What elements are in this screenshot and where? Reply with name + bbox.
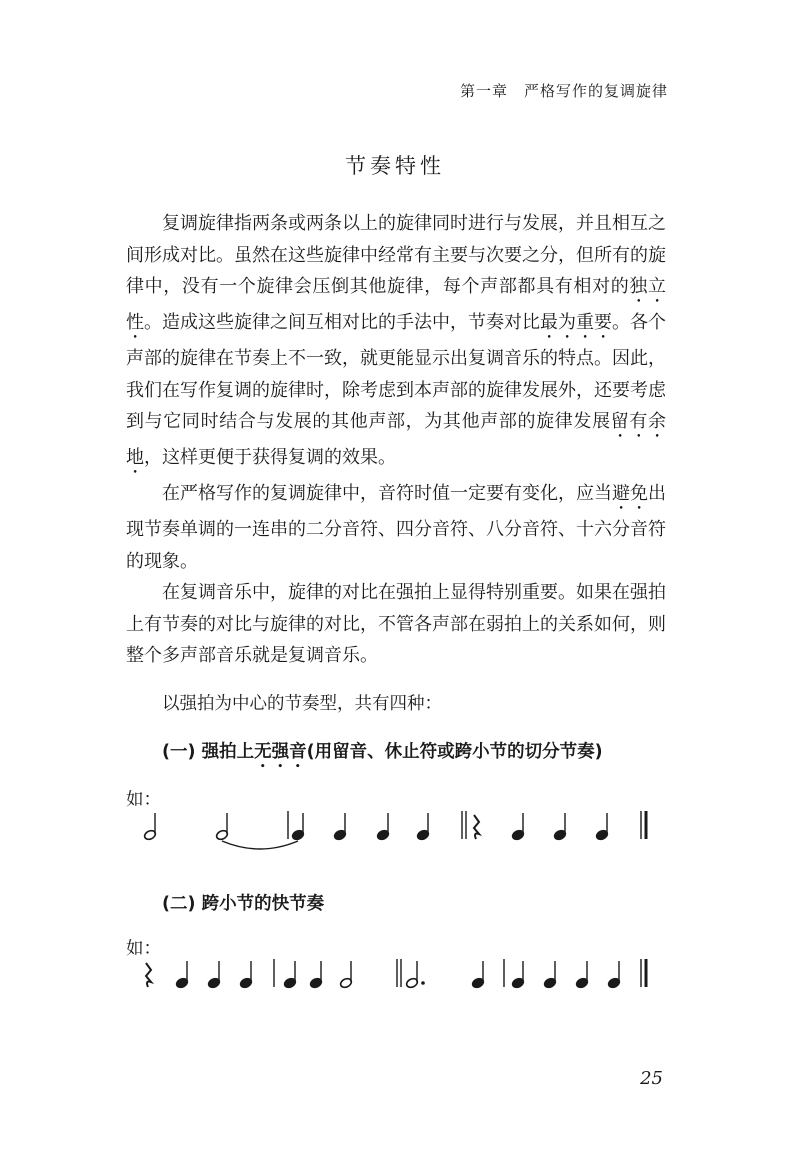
half-note [215, 813, 229, 841]
heading-text: (二) 跨小节的快节奏 [162, 894, 325, 914]
quarter-note [511, 813, 525, 841]
example-label-1: 如： [126, 790, 161, 810]
page-number: 25 [640, 1068, 663, 1089]
quarter-note [376, 813, 390, 841]
dotted-half-note [405, 961, 425, 989]
emphasis-text: 最为重要 [540, 312, 612, 333]
quarter-note [239, 961, 253, 989]
half-note [143, 813, 157, 841]
section-title: 节奏特性 [345, 154, 445, 178]
emphasis-text: 避免 [612, 483, 648, 504]
quarter-note [595, 813, 609, 841]
paragraph-3 [126, 577, 666, 672]
text-segment: 。造成这些旋律之间互相对比的手法中，节奏对比 [144, 312, 540, 333]
quarter-note [511, 961, 525, 989]
tie [222, 841, 298, 849]
subsection-heading-1 [162, 738, 603, 772]
quarter-note [575, 961, 589, 989]
heading-text: (用留音、休止符或跨小节的切分节奏) [306, 742, 603, 762]
quarter-note [553, 813, 567, 841]
quarter-note [309, 961, 323, 989]
quarter-note [607, 961, 621, 989]
text-segment: 。各个声部的旋律在节奏上不一致，就更能显示出复调音乐的特点。因此，我们在写作复调的旋律时，除考虑到本声部的旋律发展外，还要考虑到与它同时结合与发展的其他声部，为其他声部的旋律发展 [126, 312, 666, 432]
quarter-rest [146, 963, 151, 987]
emphasis-text: 留有余地 [126, 411, 667, 468]
text-segment: 出现节奏单调的一连串的二分音符、四分音符、八分音符、十六分音符的现象。 [126, 483, 666, 572]
rhythm-example-1 [0, 805, 790, 865]
body-text [126, 208, 666, 672]
half-note [339, 961, 353, 989]
quarter-note [291, 813, 305, 841]
quarter-note [283, 961, 297, 989]
quarter-note [416, 813, 430, 841]
emphasis-text: 独立性 [126, 276, 667, 333]
final-barline [641, 811, 646, 839]
paragraph-1 [126, 208, 666, 478]
quarter-note [543, 961, 557, 989]
quarter-note [207, 961, 221, 989]
quarter-note [333, 813, 347, 841]
text-segment: 在复调音乐中，旋律的对比在强拍上显得特别重要。如果在强拍上有节奏的对比与旋律的对比，不管各声部在弱拍上的关系如何，则整个多声部音乐就是复调音乐。 [126, 582, 666, 666]
text-segment: 在严格写作的复调旋律中，音符时值一定要有变化，应当 [162, 483, 612, 504]
running-head: 第一章 严格写作的复调旋律 [459, 82, 668, 100]
quarter-note [471, 961, 485, 989]
rhythm-example-2 [0, 955, 790, 1005]
text-segment: ，这样更便于获得复调的效果。 [144, 447, 396, 468]
heading-text: (一) 强拍上 [162, 742, 255, 762]
intro-line: 以强拍为中心的节奏型，共有四种： [162, 694, 442, 714]
double-barline [397, 959, 401, 987]
quarter-note [175, 961, 189, 989]
heading-emphasis: 无强音 [254, 742, 307, 762]
subsection-heading-2 [162, 890, 324, 915]
final-barline [641, 959, 646, 987]
paragraph-2 [126, 478, 666, 577]
example-label-2: 如： [126, 939, 161, 959]
double-barline [462, 811, 466, 839]
text-segment: 复调旋律指两条或两条以上的旋律同时进行与发展，并且相互之间形成对比。虽然在这些旋律中经常有主要与次要之分，但所有的旋律中，没有一个旋律会压倒其他旋律，每个声部都具有相对的 [126, 213, 666, 297]
quarter-rest [474, 815, 479, 839]
